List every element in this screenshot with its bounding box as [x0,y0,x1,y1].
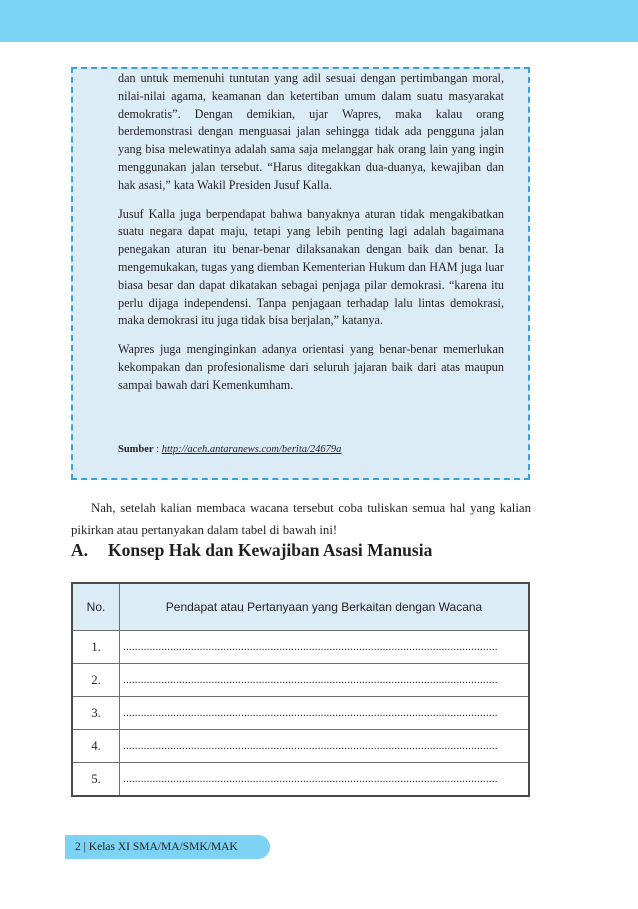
top-banner [0,0,638,42]
answer-line[interactable]: ............................................................................................................................... [120,664,530,697]
column-header-no: No. [72,583,120,631]
row-number: 3. [72,697,120,730]
source-label: Sumber [118,444,154,455]
passage-paragraph-3: Wapres juga menginginkan adanya orientasi yang benar-benar memerlukan kekompakan dan profesionalisme dari seluruh jajaran baik dari atas maupun sampai bawah dari Kemenkumham. [118,342,504,392]
table-row [72,730,529,763]
column-header-opinion: Pendapat atau Pertanyaan yang Berkaitan dengan Wacana [120,583,530,631]
table-row [72,631,529,664]
section-heading [71,540,432,561]
table-row [72,763,529,797]
page-footer: 2 | Kelas XI SMA/MA/SMK/MAK [65,835,270,859]
passage-paragraph-1: dan untuk memenuhi tuntutan yang adil sesuai dengan pertimbangan moral, nilai-nilai agama, keamanan dan ketertiban umum dalam suatu masyarakat demokratis”. Dengan demikian, ujar Wapres, maka kalau orang berdemonstrasi dengan menguasai jalan sehingga tidak ada pengguna jalan yang bisa melewatinya adalah sama saja melanggar hak orang lain yang ingin menggunakan jalan tersebut. “Harus ditegakkan dua-duanya, kewajiban dan hak asasi,” kata Wakil Presiden Jusuf Kalla. [118,71,504,192]
instruction-text: Nah, setelah kalian membaca wacana tersebut coba tuliskan semua hal yang kalian pikirkan atau pertanyakan dalam tabel di bawah ini! [71,501,531,537]
answer-line[interactable]: ............................................................................................................................... [120,631,530,664]
table-row [72,697,529,730]
passage-paragraph-2: Jusuf Kalla juga berpendapat bahwa banyaknya aturan tidak mengakibatkan suatu negara dapat maju, tetapi yang lebih penting lagi adalah bagaimana penegakan aturan itu benar-benar dilaksanakan dengan baik dan benar. Ia mengemukakan, tugas yang diemban Kementerian Hukum dan HAM juga luar biasa besar dan dapat dikatakan sebagai penjaga pilar demokrasi. “karena itu perlu dijaga independensi. Tanpa penjagaan terhadap lalu lintas demokrasi, maka demokrasi itu juga tidak bisa berjalan,” katanya. [118,206,504,328]
row-number: 4. [72,730,120,763]
reading-passage [118,70,504,395]
answer-line[interactable]: ............................................................................................................................... [120,697,530,730]
source-link[interactable]: http://aceh.antaranews.com/berita/24679a [161,444,342,455]
answer-line[interactable]: ............................................................................................................................... [120,763,530,797]
response-table [71,582,530,797]
row-number: 2. [72,664,120,697]
section-number: A. [71,540,89,560]
table-header-row [72,583,529,631]
answer-line[interactable]: ............................................................................................................................... [120,730,530,763]
table-row [72,664,529,697]
row-number: 5. [72,763,120,797]
section-title: Konsep Hak dan Kewajiban Asasi Manusia [108,540,433,560]
row-number: 1. [72,631,120,664]
source-citation [118,444,341,455]
source-separator: : [153,444,162,455]
